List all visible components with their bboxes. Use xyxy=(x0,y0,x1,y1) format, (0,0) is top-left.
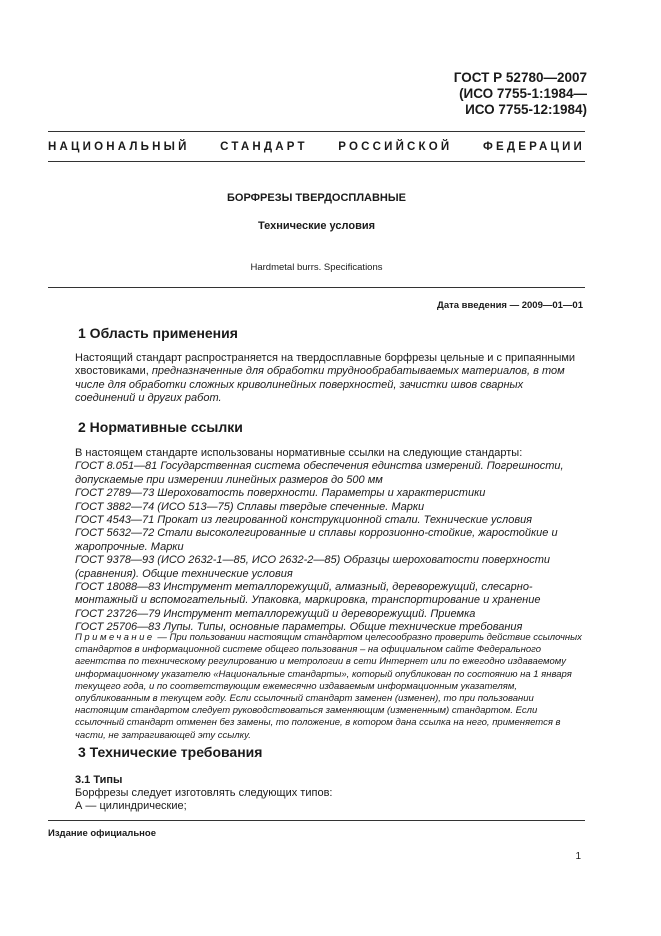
reference-item: ГОСТ 18088—83 Инструмент металлорежущий, алмазный, дереворежущий, слесарно-монтажный и вспомогательный. Упаковка, маркировка, транспортирование и хранение xyxy=(75,581,541,607)
national-standard-banner xyxy=(48,141,585,153)
english-title: Hardmetal burrs. Specifications xyxy=(250,262,383,273)
section-3-1-heading: 3.1 Типы xyxy=(75,774,123,786)
note-text: — При пользовании настоящим стандартом целесообразно проверить действие ссылочных стандартов в информационной системе общего пользования – на официальном сайте Федерального агентства по техническому регулированию и метрологии в сети Интернет или по ежегодно издаваемому информационному указателю «Национальные стандарты», который опубликован по состоянию на 1 января текущего года, и по соответствующим ежемесячно издаваемым информационным указателям, опубликованным в текущем году. Если ссылочный стандарт заменен (изменен), то при пользовании настоящим стандартом следует руководствоваться заменяющим (измененным) стандартом. Если ссылочный стандарт отменен без замены, то положение, в котором дана ссылка на него, применяется в части, не затрагивающей эту ссылку. xyxy=(75,632,582,741)
section-2-note xyxy=(75,632,583,742)
title-divider xyxy=(48,287,585,288)
page-number: 1 xyxy=(575,851,581,862)
reference-item: ГОСТ 8.051—81 Государственная система обеспечения единства измерений. Погрешности, допускаемые при измерении линейных размеров до 500 мм xyxy=(75,460,564,486)
section-1-heading: 1 Область применения xyxy=(78,325,238,341)
official-edition-label: Издание официальное xyxy=(48,828,156,839)
banner-word-3: РОССИЙСКОЙ xyxy=(338,141,453,153)
section-2-heading: 2 Нормативные ссылки xyxy=(78,419,243,435)
section-2-body xyxy=(75,447,583,635)
introduction-date: Дата введения — 2009—01—01 xyxy=(437,300,583,311)
section-1-text-plain: Настоящий стандарт распространяется на твердосплавные борфрезы цельные и с припаянными хвостовиками, xyxy=(75,352,576,378)
banner-word-4: ФЕДЕРАЦИИ xyxy=(482,141,585,153)
section-3-line-1: Борфрезы следует изготовлять следующих типов: xyxy=(75,787,333,799)
banner-word-2: СТАНДАРТ xyxy=(220,141,308,153)
reference-item: ГОСТ 9378—93 (ИСО 2632-1—85, ИСО 2632-2—85) Образцы шероховатости поверхности (сравнения). Общие технические условия xyxy=(75,554,550,580)
section-2-intro: В настоящем стандарте использованы нормативные ссылки на следующие стандарты: xyxy=(75,447,523,459)
iso-reference-line-1: (ИСО 7755-1:1984— xyxy=(459,86,587,101)
document-title: БОРФРЕЗЫ ТВЕРДОСПЛАВНЫЕ xyxy=(227,192,406,204)
iso-reference-line-2: ИСО 7755-12:1984) xyxy=(465,102,587,117)
standard-code: ГОСТ Р 52780—2007 xyxy=(453,70,587,85)
reference-item: ГОСТ 23726—79 Инструмент металлорежущий и дереворежущий. Приемка xyxy=(75,607,476,620)
top-divider xyxy=(48,131,585,132)
reference-item: ГОСТ 3882—74 (ИСО 513—75) Сплавы твердые спеченные. Марки xyxy=(75,500,425,513)
reference-item: ГОСТ 25706—83 Лупы. Типы, основные параметры. Общие технические требования xyxy=(75,621,523,634)
document-subtitle: Технические условия xyxy=(257,220,376,232)
banner-divider xyxy=(48,161,585,162)
section-3-heading: 3 Технические требования xyxy=(78,744,263,760)
reference-item: ГОСТ 2789—73 Шероховатость поверхности. Параметры и характеристики xyxy=(75,487,486,500)
footer-divider xyxy=(48,820,585,821)
section-3-body xyxy=(75,787,583,814)
note-label: Примечание xyxy=(75,632,155,643)
banner-word-1: НАЦИОНАЛЬНЫЙ xyxy=(48,141,190,153)
section-1-text-italic: предназначенные для обработки труднообрабатываемых материалов, в том числе для обработки сложных криволинейных поверхностей, зачистки швов сварных соединений и других работ. xyxy=(75,365,565,405)
section-1-body xyxy=(75,352,583,406)
standard-code-block xyxy=(454,70,587,118)
reference-item: ГОСТ 4543—71 Прокат из легированной конструкционной стали. Технические условия xyxy=(75,514,533,527)
section-3-line-2: А — цилиндрические; xyxy=(75,800,187,813)
reference-item: ГОСТ 5632—72 Стали высоколегированные и сплавы коррозионно-стойкие, жаростойкие и жаропрочные. Марки xyxy=(75,527,558,553)
